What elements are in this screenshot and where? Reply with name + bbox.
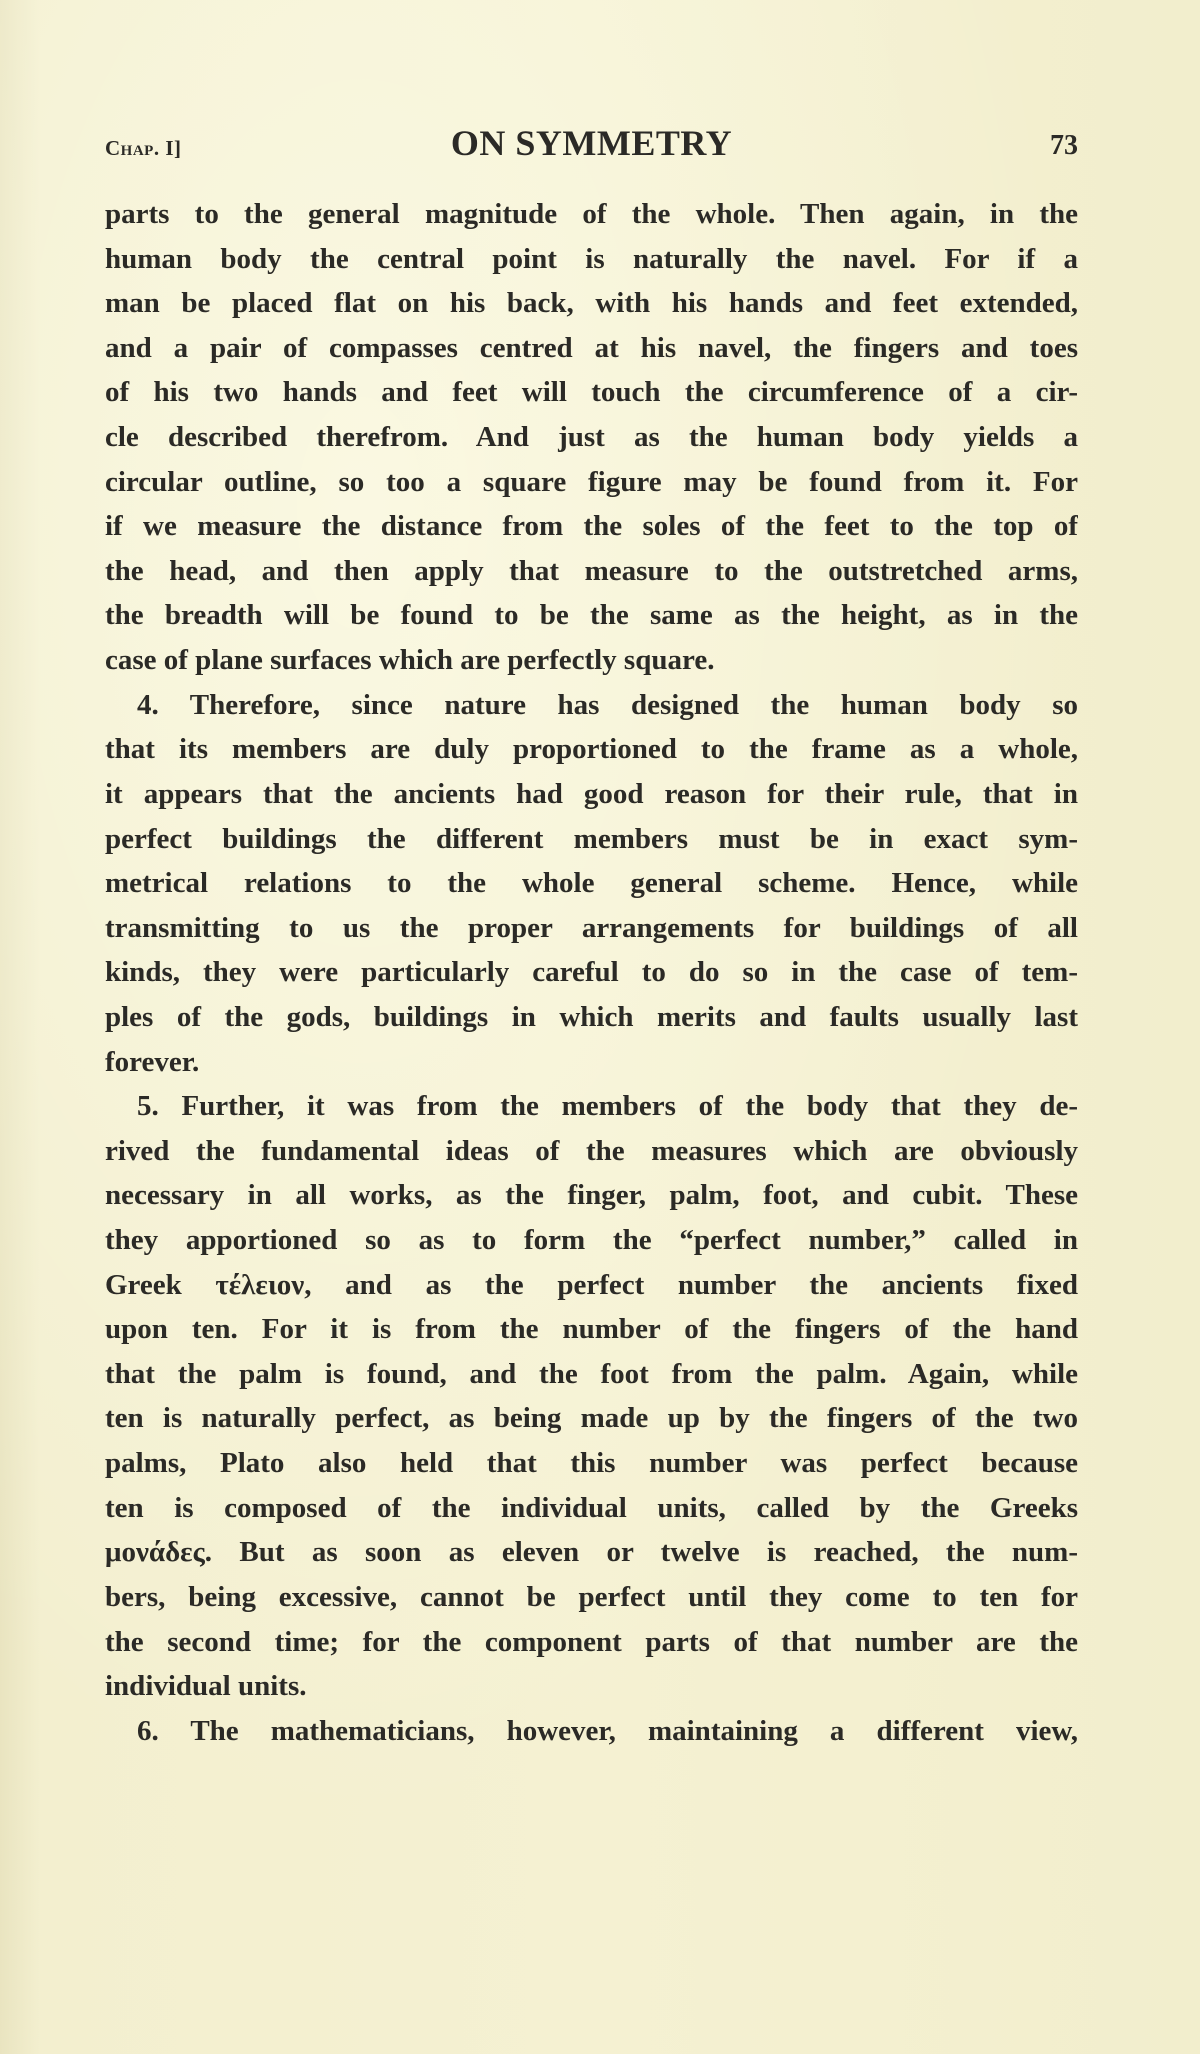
text-line: the second time; for the component parts of that number are the [105,1625,1078,1658]
text-line: ten is composed of the individual units, called by the Greeks [105,1491,1078,1524]
text-line: Greek τέλειον, and as the perfect number the ancients fixed [105,1268,1078,1301]
text-line: parts to the general magnitude of the whole. Then again, in the [105,198,1078,230]
page-title: ON SYMMETRY [450,123,733,163]
text-line: case of plane surfaces which are perfectly square. [105,644,715,677]
text-line: they apportioned so as to form the “perfect number,” called in [105,1224,1078,1257]
text-line: and a pair of compasses centred at his navel, the fingers and toes [105,331,1078,364]
running-header [105,118,1078,168]
text-line: 6. The mathematicians, however, maintaining a different view, [137,1714,1078,1747]
text-line: man be placed flat on his back, with his hands and feet extended, [105,287,1078,320]
text-line: bers, being excessive, cannot be perfect until they come to ten for [105,1580,1078,1613]
text-line: ten is naturally perfect, as being made up by the fingers of the two [105,1402,1078,1435]
chapter-label: Chap. I] [105,136,182,160]
text-line: palms, Plato also held that this number was perfect because [105,1447,1078,1480]
text-line: that the palm is found, and the foot from the palm. Again, while [105,1357,1078,1390]
text-line: rived the fundamental ideas of the measures which are obviously [105,1134,1078,1167]
text-line: transmitting to us the proper arrangements for buildings of all [105,911,1078,944]
text-line: circular outline, so too a square figure may be found from it. For [105,465,1078,498]
page-number: 73 [1050,130,1078,161]
text-line: the head, and then apply that measure to the outstretched arms, [105,554,1078,587]
text-line: forever. [105,1045,200,1078]
text-line: 5. Further, it was from the members of the body that they de- [137,1090,1078,1123]
text-line: 4. Therefore, since nature has designed the human body so [137,688,1078,721]
text-line: human body the central point is naturally the navel. For if a [105,242,1078,275]
text-line: of his two hands and feet will touch the circumference of a cir- [105,376,1078,409]
text-line: perfect buildings the different members must be in exact sym- [105,822,1078,855]
text-line: metrical relations to the whole general scheme. Hence, while [105,867,1078,900]
body-text [105,192,1078,1753]
text-line: μονάδες. But as soon as eleven or twelve is reached, the num- [105,1536,1078,1569]
text-line: cle described therefrom. And just as the human body yields a [105,421,1078,454]
text-line: kinds, they were particularly careful to do so in the case of tem- [105,956,1078,989]
text-line: the breadth will be found to be the same as the height, as in the [105,599,1078,632]
text-line: it appears that the ancients had good reason for their rule, that in [105,777,1078,810]
text-line: individual units. [105,1670,307,1703]
text-line: that its members are duly proportioned to the frame as a whole, [105,733,1078,766]
text-line: upon ten. For it is from the number of the fingers of the hand [105,1313,1078,1346]
text-line: ples of the gods, buildings in which merits and faults usually last [105,1000,1078,1033]
text-line: if we measure the distance from the soles of the feet to the top of [105,510,1078,543]
text-line: necessary in all works, as the finger, palm, foot, and cubit. These [105,1179,1078,1212]
